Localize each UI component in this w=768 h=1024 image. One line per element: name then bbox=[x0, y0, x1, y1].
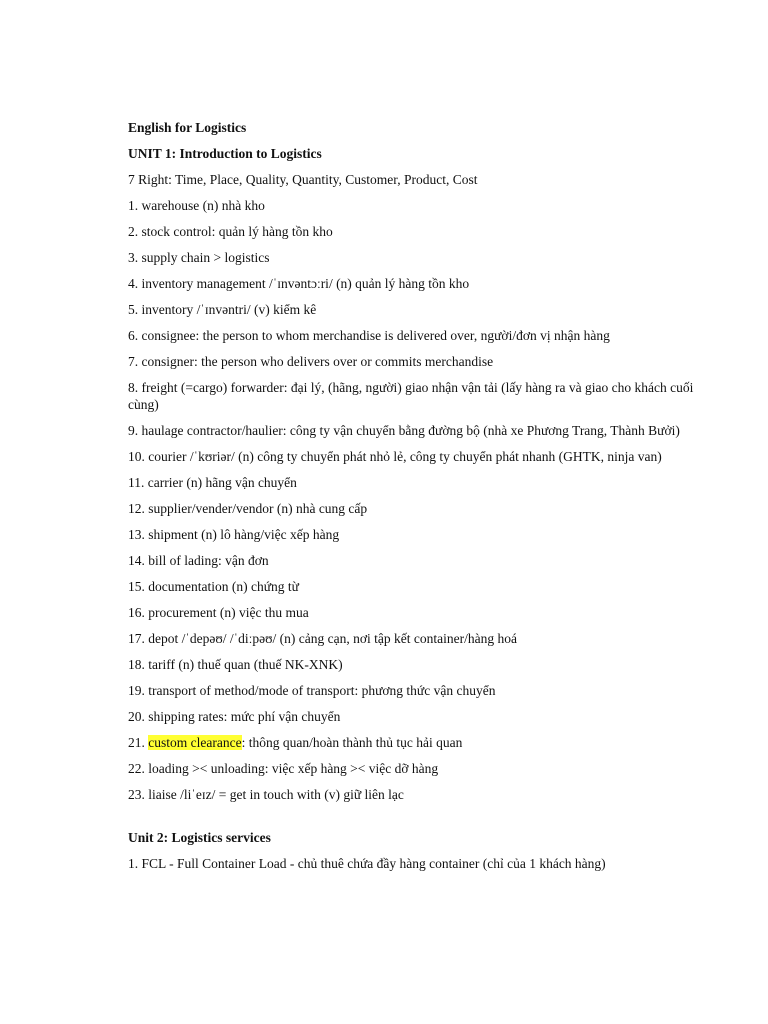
list-item: 1. FCL - Full Container Load - chủ thuê chứa đầy hàng container (chỉ của 1 khách hàng) bbox=[128, 856, 606, 871]
list-item-custom-clearance bbox=[128, 734, 708, 751]
unit2-heading: Unit 2: Logistics services bbox=[128, 830, 271, 845]
item-definition: : thông quan/hoàn thành thủ tục hải quan bbox=[241, 735, 463, 750]
list-item: 6. consignee: the person to whom merchandise is delivered over, người/đơn vị nhận hàng bbox=[128, 328, 610, 343]
document-title: English for Logistics bbox=[128, 120, 247, 135]
list-item: 15. documentation (n) chứng từ bbox=[128, 579, 299, 594]
list-item: 5. inventory /ˈɪnvəntri/ (v) kiểm kê bbox=[128, 302, 317, 317]
list-item: 10. courier /ˈkʊriər/ (n) công ty chuyển phát nhỏ lẻ, công ty chuyển phát nhanh (GHTK, ninja van) bbox=[128, 449, 662, 464]
list-item: 14. bill of lading: vận đơn bbox=[128, 553, 269, 568]
list-item: 20. shipping rates: mức phí vận chuyển bbox=[128, 709, 341, 724]
seven-rights-line: 7 Right: Time, Place, Quality, Quantity, Customer, Product, Cost bbox=[128, 172, 478, 187]
unit1-heading: UNIT 1: Introduction to Logistics bbox=[128, 146, 322, 161]
list-item: 8. freight (=cargo) forwarder: đại lý, (hãng, người) giao nhận vận tải (lấy hàng ra và giao cho khách cuối cùng) bbox=[128, 380, 694, 412]
highlighted-term: custom clearance bbox=[148, 735, 242, 750]
list-item: 12. supplier/vender/vendor (n) nhà cung cấp bbox=[128, 501, 368, 516]
document-body bbox=[128, 119, 708, 881]
list-item: 16. procurement (n) việc thu mua bbox=[128, 605, 309, 620]
list-item: 13. shipment (n) lô hàng/việc xếp hàng bbox=[128, 527, 340, 542]
list-item: 23. liaise /liˈeɪz/ = get in touch with (v) giữ liên lạc bbox=[128, 787, 404, 802]
list-item: 7. consigner: the person who delivers over or commits merchandise bbox=[128, 354, 494, 369]
list-item: 1. warehouse (n) nhà kho bbox=[128, 198, 265, 213]
list-item: 9. haulage contractor/haulier: công ty vận chuyển bằng đường bộ (nhà xe Phương Trang, Thành Bưởi) bbox=[128, 423, 680, 438]
list-item: 2. stock control: quản lý hàng tồn kho bbox=[128, 224, 333, 239]
list-item: 11. carrier (n) hãng vận chuyển bbox=[128, 475, 297, 490]
list-item: 22. loading >< unloading: việc xếp hàng >< việc dỡ hàng bbox=[128, 761, 439, 776]
list-item: 19. transport of method/mode of transport: phương thức vận chuyển bbox=[128, 683, 496, 698]
list-item: 17. depot /ˈdepəʊ/ /ˈdiːpəʊ/ (n) cảng cạn, nơi tập kết container/hàng hoá bbox=[128, 631, 517, 646]
list-item: 4. inventory management /ˈɪnvəntɔːri/ (n) quản lý hàng tồn kho bbox=[128, 276, 470, 291]
item-number: 21. bbox=[128, 735, 149, 750]
list-item: 3. supply chain > logistics bbox=[128, 250, 270, 265]
list-item: 18. tariff (n) thuế quan (thuế NK-XNK) bbox=[128, 657, 343, 672]
